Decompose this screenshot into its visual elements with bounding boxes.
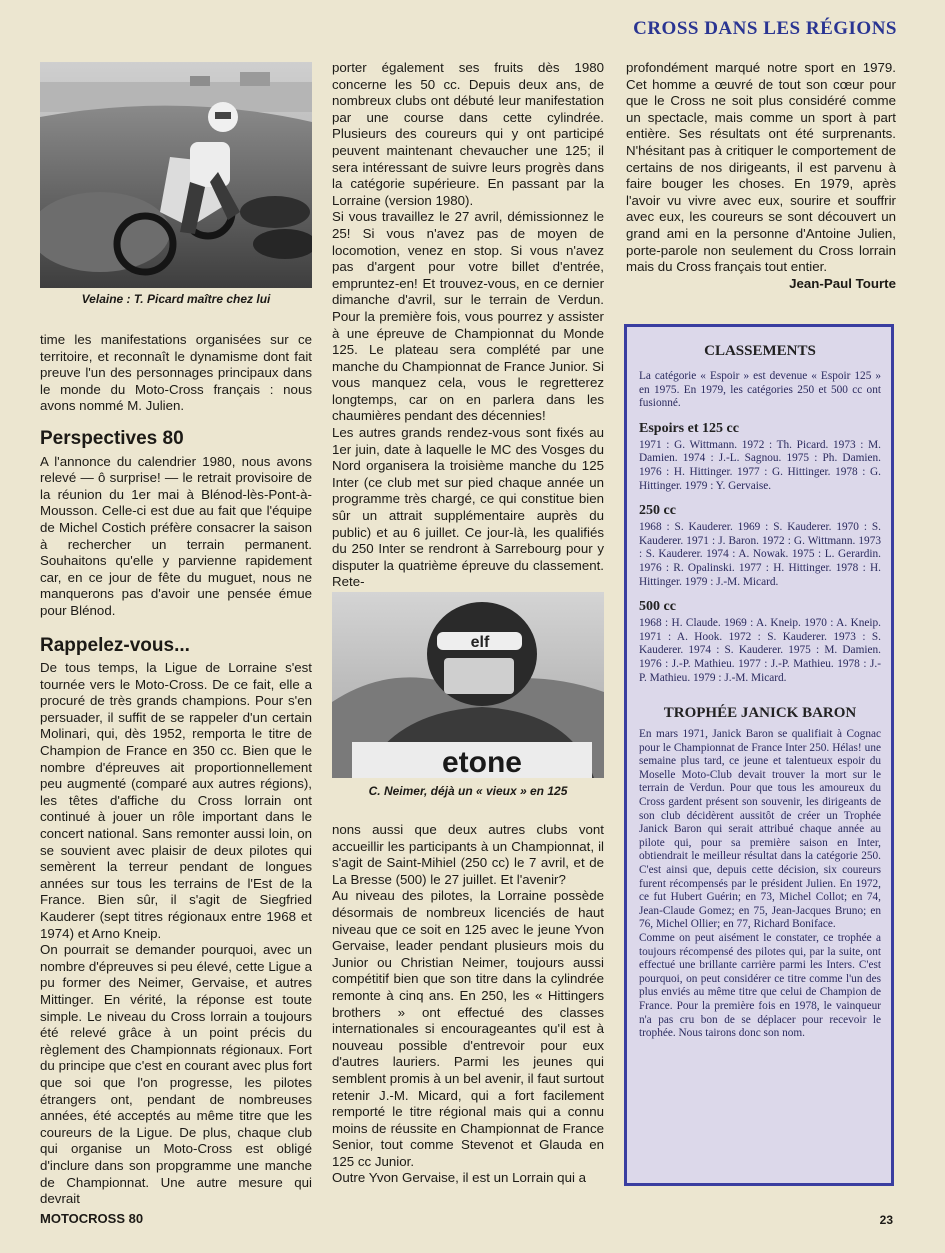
espoirs-heading: Espoirs et 125 cc [639,420,739,436]
helmet-logo: elf [470,634,490,651]
author-signature: Jean-Paul Tourte [789,275,896,291]
c500-list: 1968 : H. Claude. 1969 : A. Kneip. 1970 : A. Kneip. 1971 : A. Hook. 1972 : S. Kauderer. 1973 : S. Kauderer. 1974 : S. Kauderer. 1975 : M. Damien. 1976 : J.-P. Mathieu. 1977 : J.-P. Mathieu. 1978 : J.-P. Mathieu. 1979 : J.-M. Micard. [639,617,881,684]
classements-box [624,324,894,1186]
heading-rappelez: Rappelez-vous... [40,634,190,656]
col1-rappelez-2: On pourrait se demander pourquoi, avec un nombre d'épreuves si peu élevé, cette Ligue a pu former des Neimer, Gervaise, et autres Mittinger. En vérité, la réponse est toute simple. Le niveau du Cross lorrain a toujours été relevé grâce à un point précis du règlement des Championnats régionaux. Fort du principe que c'est en courant avec plus fort que soi que l'on progresse, les pilotes étrangers ont, pendant de nombreuses années, été acceptés au même titre que les coureurs de la Ligue. De plus, chaque club qui organise un Moto-Cross est obligé d'inclure dans son propgramme une manche de Championnat. Une autre mesure qui devrait [40,942,312,1207]
trophy-text-1: En mars 1971, Janick Baron se qualifiait à Cognac pour le Championnat de France Inter 250. Hélas! une semaine plus tard, ce jeune et talentueux espoir du Moselle Moto-Club devait trouver la mort sur le terrain de Verdun. Pour que tous les amoureux du Cross gardent présent son souvenir, les dirigeants de son club décidèrent aussitôt de créer un Trophée Janick Baron qui serait attribué chaque année au pilote qui, pour sa première saison en Inter, obtiendrait le meilleur résultat dans la catégorie 250. C'est ainsi que, depuis cette décision, six coureurs furent récompensés par le président Julien. En 1972, ce fut Hubert Guérin; en 73, Michel Collot; en 74, Jean-Claude Gomez; en 75, Jean-Jacques Bruno; en 76, Michel Ollier; en 77, Richard Boniface. [639,728,881,931]
column-1 [40,332,312,1208]
heading-perspectives: Perspectives 80 [40,427,184,449]
photo-picard-caption: Velaine : T. Picard maître chez lui [81,292,271,306]
classements-intro: La catégorie « Espoir » est devenue « Espoir 125 » en 1975. En 1979, les catégories 250 et 500 cc ont fusionné. [639,370,881,410]
col2-p1: porter également ses fruits dès 1980 concerne les 50 cc. Depuis deux ans, de nombreux clubs ont débuté leur manifestation par une course dans cette cylindrée. Plusieurs des coureurs qui y ont participé peuvent maintenant chevaucher une 125; il sera intéressant de suivre leurs progrès dans la catégorie supérieure. En passant par la Lorraine (version 1980). [332,60,604,208]
page-number: 23 [879,1213,893,1227]
c250-heading: 250 cc [639,503,676,519]
column-2-bottom [332,822,604,1187]
column-3 [626,60,896,292]
c250-list: 1968 : S. Kauderer. 1969 : S. Kauderer. 1970 : S. Kauderer. 1971 : J. Baron. 1972 : G. Wittmann. 1973 : S. Kauderer. 1974 : A. Nowak. 1975 : L. Gerardin. 1976 : R. Opalinski. 1977 : H. Hittinger. 1978 : H. Hittinger. 1979 : J.-M. Micard. [639,521,881,588]
col1-intro: time les manifestations organisées sur ce territoire, et reconnaît le dynamisme dont fait preuve l'un des personnages principaux dans le monde du Moto-Cross français : nous avons nommé M. Julien. [40,332,312,414]
espoirs-list: 1971 : G. Wittmann. 1972 : Th. Picard. 1973 : M. Damien. 1974 : J.-L. Sagnou. 1975 : Ph. Damien. 1976 : H. Hittinger. 1977 : G. Hittinger. 1978 : G. Hittinger. 1979 : Y. Gervaise. [639,438,881,492]
trophy-title: TROPHÉE JANICK BARON [663,705,857,722]
col1-rappelez-1: De tous temps, la Ligue de Lorraine s'est tournée vers le Moto-Cross. De ce fait, elle a procuré de très grands champions. Pour s'en persuader, il suffit de se rappeler d'un certain Molinari, qui, dès 1952, remporta le titre de Champion de France en 350 cc. Bien que le nombre d'épreuves ait proportionnellement peu augmenté (comparé aux autres régions), les têtes d'affiche du Cross lorrain ont continué à jouer un rôle important dans le concert national. Sans remonter aussi loin, on se souvient avec plaisir de deux pilotes qui semèrent la terreur pendant de longues années sur tous les terrains de l'Est de la France. Bien sûr, il s'agit de Siegfried Kauderer (sept titres régionaux entre 1968 et 1974) et Arno Kneip. [40,660,312,941]
photo-picard [40,62,312,288]
classements-title: CLASSEMENTS [704,343,816,359]
c500-heading: 500 cc [639,599,676,615]
col2-p3: Les autres grands rendez-vous sont fixés au 1er juin, date à laquelle le MC des Vosges du Nord organisera la troisième manche du 125 Inter (ce club met sur pied chaque année un programme très chargé, ce qui constitue bien sûr un attrait supplémentaire auprès du public) et au 6 juillet. Ce jour-là, les qualifiés du 250 Inter se rendront à Sarrebourg pour y disputer la quatrième épreuve du classement. Rete- [332,425,604,590]
column-2-top [332,60,604,591]
section-header: CROSS DANS LES RÉGIONS [633,18,897,39]
col2-p5: Au niveau des pilotes, la Lorraine possède désormais de nombreux licenciés de haut niveau que ce soit en 125 avec le jeune Yvon Gervaise, leader pendant plusieurs mois du Junior ou Christian Neimer, toujours aussi compétitif bien que son titre dans la cylindrée remonte à cinq ans. En 250, les « Hittingers brothers » ont effectué des classes internationales si encourageantes qu'il est à nouveau possible d'entrevoir pour eux d'autres lauriers. Parmi les jeunes qui semblent promis à un bel avenir, il faut surtout retenir J.-M. Micard, qui a fort facilement remporté le titre régional mais qui a connu moins de réussite en Championnat de France Senior, tout comme Stevenot et Glauda en 125 cc Junior. [332,888,604,1169]
footer-magazine: MOTOCROSS 80 [40,1211,144,1226]
col2-p6: Outre Yvon Gervaise, il est un Lorrain qui a [332,1170,587,1186]
col3-p1: profondément marqué notre sport en 1979. Cet homme a œuvré de tout son cœur pour que le Cross ne soit plus considéré comme un spectacle, mais comme un sport à part entière. Ses résultats ont été surprenants. N'hésitant pas à critiquer le comportement de certains de nos dirigeants, il est parvenu à faire bouger les choses. En 1979, après l'avoir vu vivre avec eux, sourire et souffrir avec eux, les coureurs se sont découvert un grand ami en la personne d'Antoine Julien, porte-parole non seulement du Cross lorrain mais du Cross français tout entier. [626,60,896,275]
trophy-text-2: Comme on peut aisément le constater, ce trophée a toujours récompensé des pilotes qui, par la suite, ont effectué une brillante carrière parmi les Inters. C'est pourquoi, on peut considérer ce titre comme l'un des plus enviés au même titre que celui de Champion de France. Pour la première fois en 1978, le vainqueur n'a pas cru bon de se déplacer pour recevoir le trophée. Nous tairons donc son nom. [639,932,881,1040]
col2-p2: Si vous travaillez le 27 avril, démissionnez le 25! Si vous n'avez pas de moyen de locomotion, venez en stop. Si vous n'avez pas d'argent pour votre billet d'entrée, empruntez-en! Et trouvez-vous, en ce dernier dimanche d'avril, sur le terrain de Verdun. Pour la première fois, vous pourrez y assister à une épreuve de Championnat du Monde 125. Le plateau sera complété par une manche du Championnat de France Junior. Si vous manquez cela, vous le regretterez longtemps, car on en parlera dans les chaumières pendant des décennies! [332,209,604,424]
photo-neimer-caption: C. Neimer, déjà un « vieux » en 125 [368,784,568,798]
jersey-logo: etone [441,746,523,778]
col2-p4: nons aussi que deux autres clubs vont accueillir les participants à un Championnat, il s'agit de Saint-Mihiel (250 cc) le 7 avril, et de La Bresse (500) le 27 juillet. Et l'avenir? [332,822,604,887]
photo-neimer [332,592,604,778]
col1-perspectives: A l'annonce du calendrier 1980, nous avons relevé — ô surprise! — le retrait provisoire de la réunion du 1er mai à Blénod-lès-Pont-à-Mousson. Celle-ci est due au fait que l'équipe de Michel Costich préfère consacrer la saison à rechercher un terrain permanent. Souhaitons qu'elle y parvienne rapidement car, en ce jour de fête du muguet, nous ne manquerons pas d'avoir une pensée émue pour Blénod. [40,453,312,618]
